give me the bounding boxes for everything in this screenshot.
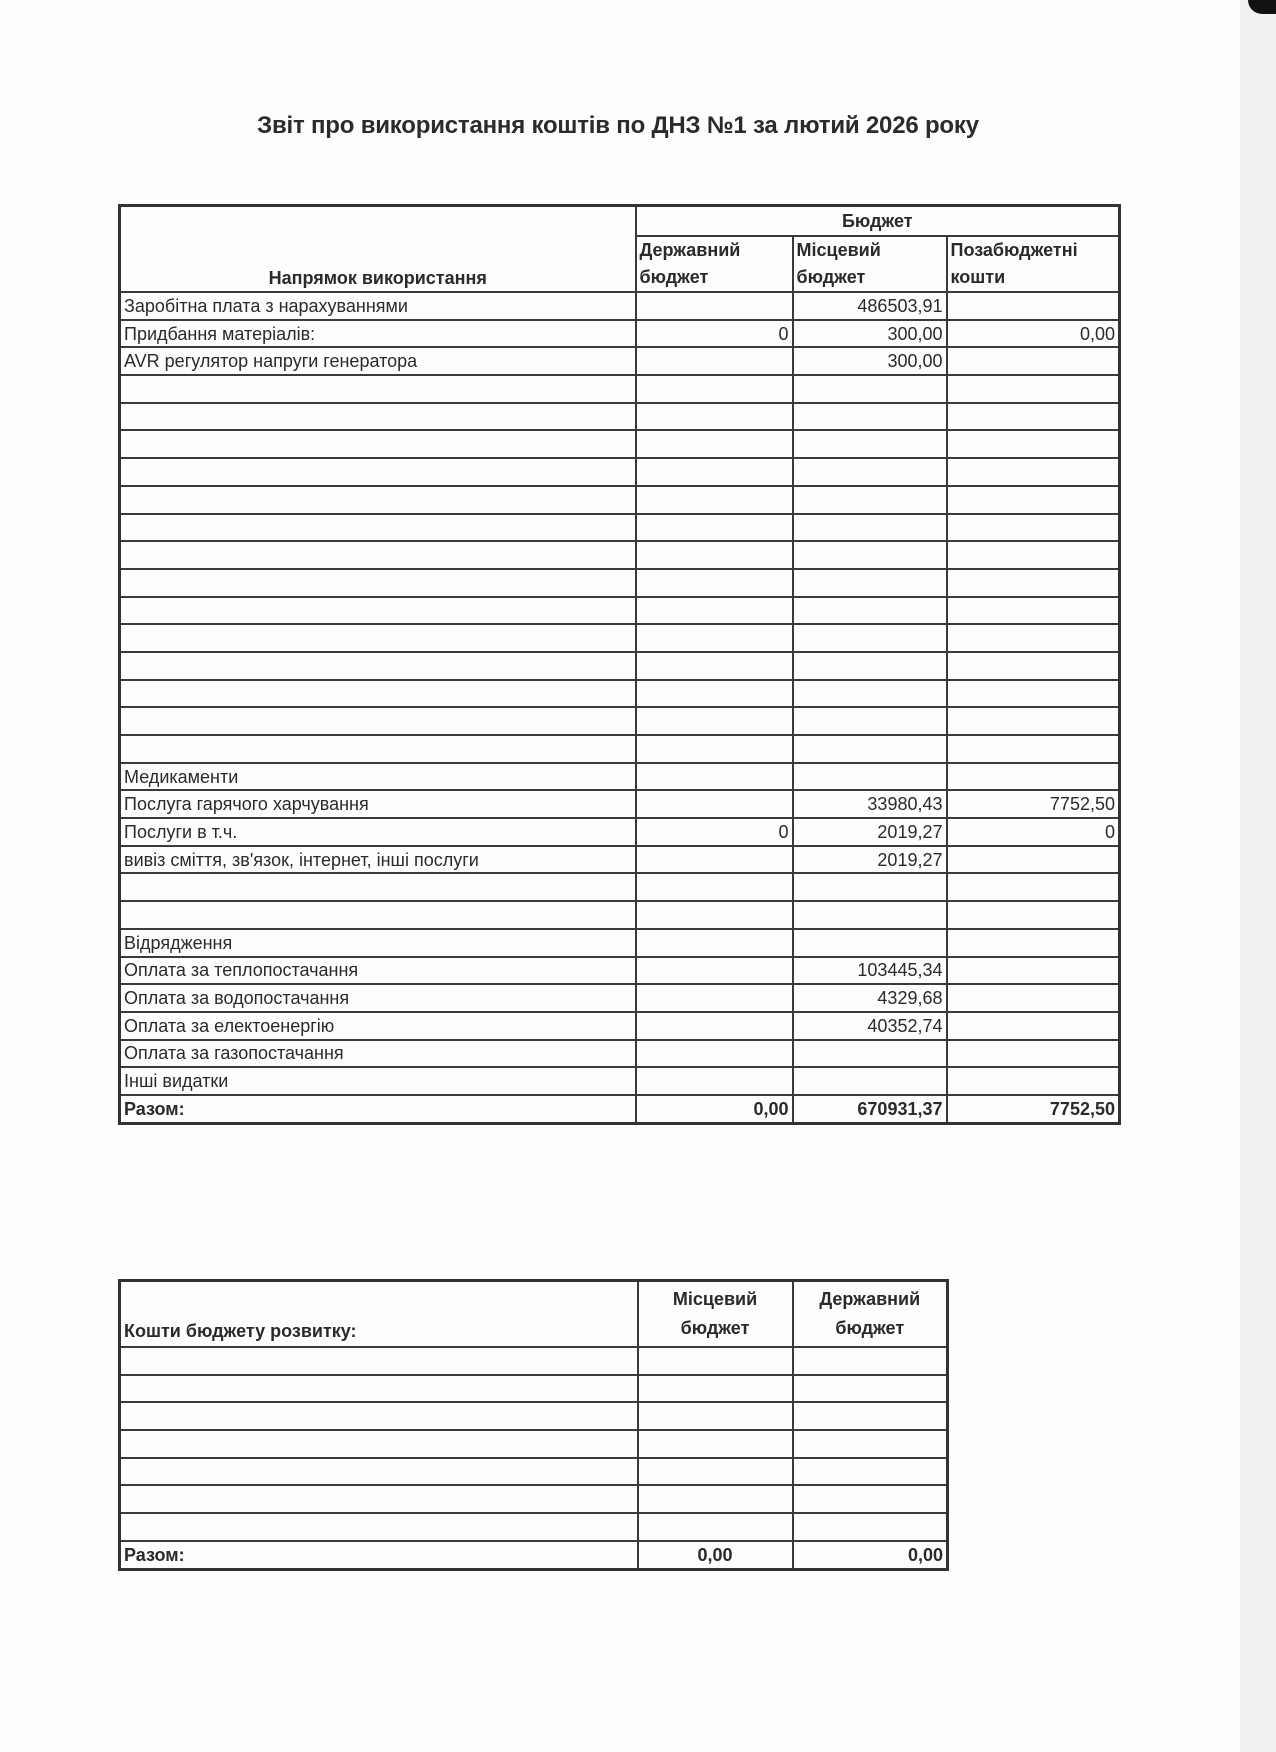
row-state-budget (636, 763, 793, 791)
row-label (120, 873, 636, 901)
total-state-budget: 0,00 (636, 1095, 793, 1123)
dev-row-state-budget (793, 1485, 948, 1513)
dev-row-label (120, 1513, 638, 1541)
table-row (120, 292, 1120, 320)
row-extra-budget (947, 347, 1120, 375)
row-label (120, 458, 636, 486)
row-local-budget (793, 486, 947, 514)
row-extra-budget (947, 735, 1120, 763)
row-local-budget (793, 873, 947, 901)
row-state-budget (636, 652, 793, 680)
dev-row-label (120, 1375, 638, 1403)
row-state-budget (636, 430, 793, 458)
row-local-budget (793, 929, 947, 957)
dev-row-local-budget (638, 1347, 793, 1375)
row-extra-budget (947, 1040, 1120, 1068)
table-row (120, 1040, 1120, 1068)
table-row (120, 929, 1120, 957)
table-row (120, 347, 1120, 375)
row-extra-budget (947, 375, 1120, 403)
table-row (120, 624, 1120, 652)
row-local-budget: 300,00 (793, 347, 947, 375)
dev-row-label (120, 1430, 638, 1458)
dev-total-local-budget: 0,00 (638, 1541, 793, 1569)
dev-row-local-budget (638, 1485, 793, 1513)
row-local-budget: 103445,34 (793, 957, 947, 985)
dev-row-local-budget (638, 1513, 793, 1541)
header-local-budget: Місцевий бюджет (793, 236, 947, 292)
row-extra-budget (947, 430, 1120, 458)
row-label (120, 680, 636, 708)
dev-row-local-budget (638, 1458, 793, 1486)
table-row (120, 680, 1120, 708)
total-label: Разом: (120, 1095, 636, 1123)
row-extra-budget (947, 652, 1120, 680)
row-state-budget (636, 929, 793, 957)
table-row (120, 1067, 1120, 1095)
dev-table-row (120, 1458, 948, 1486)
row-state-budget (636, 901, 793, 929)
row-label: Послуга гарячого харчування (120, 790, 636, 818)
row-label: Оплата за електоенергію (120, 1012, 636, 1040)
row-state-budget: 0 (636, 818, 793, 846)
header-state-budget: Державний бюджет (636, 236, 793, 292)
row-state-budget (636, 680, 793, 708)
row-state-budget (636, 541, 793, 569)
row-label (120, 707, 636, 735)
row-state-budget (636, 790, 793, 818)
table-row (120, 1012, 1120, 1040)
row-local-budget (793, 458, 947, 486)
row-label: Оплата за водопостачання (120, 984, 636, 1012)
row-state-budget (636, 873, 793, 901)
header-extra-budget: Позабюджетні кошти (947, 236, 1120, 292)
row-label (120, 569, 636, 597)
row-local-budget: 33980,43 (793, 790, 947, 818)
row-extra-budget (947, 763, 1120, 791)
row-state-budget (636, 957, 793, 985)
row-extra-budget (947, 292, 1120, 320)
row-state-budget (636, 1040, 793, 1068)
table-row (120, 735, 1120, 763)
total-row (120, 1095, 1120, 1123)
row-extra-budget (947, 957, 1120, 985)
total-local-budget: 670931,37 (793, 1095, 947, 1123)
total-extra-budget: 7752,50 (947, 1095, 1120, 1123)
row-state-budget (636, 846, 793, 874)
row-local-budget (793, 901, 947, 929)
row-local-budget (793, 624, 947, 652)
table-row (120, 514, 1120, 542)
dev-table-row (120, 1485, 948, 1513)
dev-table-row (120, 1513, 948, 1541)
row-local-budget (793, 707, 947, 735)
row-extra-budget (947, 569, 1120, 597)
dev-row-local-budget (638, 1375, 793, 1403)
row-extra-budget (947, 1012, 1120, 1040)
row-extra-budget: 0,00 (947, 320, 1120, 348)
row-local-budget: 4329,68 (793, 984, 947, 1012)
row-label: Послуги в т.ч. (120, 818, 636, 846)
dev-row-label (120, 1485, 638, 1513)
row-state-budget (636, 569, 793, 597)
row-extra-budget (947, 707, 1120, 735)
row-label: Придбання матеріалів: (120, 320, 636, 348)
table-row (120, 597, 1120, 625)
row-state-budget (636, 1012, 793, 1040)
dev-header-label: Кошти бюджету розвитку: (120, 1281, 638, 1348)
table-row (120, 430, 1120, 458)
row-local-budget: 2019,27 (793, 846, 947, 874)
row-state-budget (636, 1067, 793, 1095)
dev-header-local-budget: Місцевий бюджет (638, 1281, 793, 1348)
row-local-budget (793, 680, 947, 708)
row-local-budget: 486503,91 (793, 292, 947, 320)
row-state-budget (636, 486, 793, 514)
row-state-budget (636, 707, 793, 735)
row-label (120, 597, 636, 625)
dev-row-state-budget (793, 1375, 948, 1403)
row-extra-budget (947, 984, 1120, 1012)
row-state-budget (636, 514, 793, 542)
row-local-budget (793, 375, 947, 403)
row-local-budget: 40352,74 (793, 1012, 947, 1040)
header-budget: Бюджет (636, 206, 1120, 237)
row-label: Заробітна плата з нарахуваннями (120, 292, 636, 320)
row-extra-budget (947, 486, 1120, 514)
row-label (120, 901, 636, 929)
row-label: вивіз сміття, зв'язок, інтернет, інші послуги (120, 846, 636, 874)
header-direction: Напрямок використання (120, 206, 636, 293)
row-state-budget (636, 292, 793, 320)
development-budget-table (118, 1279, 949, 1571)
dev-table-row (120, 1402, 948, 1430)
row-label (120, 375, 636, 403)
table-row (120, 984, 1120, 1012)
row-extra-budget (947, 514, 1120, 542)
row-extra-budget (947, 929, 1120, 957)
row-extra-budget (947, 541, 1120, 569)
row-state-budget (636, 458, 793, 486)
table-row (120, 818, 1120, 846)
dev-row-label (120, 1458, 638, 1486)
table-row (120, 458, 1120, 486)
dev-row-state-budget (793, 1347, 948, 1375)
row-local-budget (793, 597, 947, 625)
row-label (120, 652, 636, 680)
dev-row-label (120, 1347, 638, 1375)
row-state-budget (636, 735, 793, 763)
row-extra-budget: 0 (947, 818, 1120, 846)
page-title: Звіт про використання коштів по ДНЗ №1 за лютий 2026 року (257, 112, 979, 139)
row-local-budget (793, 403, 947, 431)
dev-row-state-budget (793, 1513, 948, 1541)
row-label: Інші видатки (120, 1067, 636, 1095)
row-label (120, 403, 636, 431)
table-row (120, 486, 1120, 514)
dev-total-row (120, 1541, 948, 1569)
row-local-budget (793, 735, 947, 763)
row-label: Оплата за теплопостачання (120, 957, 636, 985)
row-extra-budget (947, 873, 1120, 901)
row-state-budget (636, 984, 793, 1012)
row-state-budget: 0 (636, 320, 793, 348)
row-state-budget (636, 403, 793, 431)
table-row (120, 652, 1120, 680)
row-extra-budget (947, 680, 1120, 708)
dev-row-local-budget (638, 1430, 793, 1458)
dev-header-row (120, 1281, 948, 1348)
row-extra-budget (947, 1067, 1120, 1095)
row-extra-budget (947, 458, 1120, 486)
table-row (120, 320, 1120, 348)
table-row (120, 569, 1120, 597)
row-extra-budget (947, 597, 1120, 625)
row-local-budget (793, 569, 947, 597)
expenditure-table (118, 204, 1121, 1125)
row-local-budget (793, 1067, 947, 1095)
row-label (120, 624, 636, 652)
row-label (120, 541, 636, 569)
dev-header-state-budget: Державний бюджет (793, 1281, 948, 1348)
row-local-budget (793, 541, 947, 569)
row-extra-budget: 7752,50 (947, 790, 1120, 818)
row-local-budget: 300,00 (793, 320, 947, 348)
table-row (120, 707, 1120, 735)
row-local-budget: 2019,27 (793, 818, 947, 846)
table-row (120, 846, 1120, 874)
row-state-budget (636, 624, 793, 652)
dev-table-row (120, 1430, 948, 1458)
row-extra-budget (947, 624, 1120, 652)
row-local-budget (793, 430, 947, 458)
table-row (120, 957, 1120, 985)
row-extra-budget (947, 403, 1120, 431)
row-local-budget (793, 514, 947, 542)
dev-row-state-budget (793, 1458, 948, 1486)
row-label: Відрядження (120, 929, 636, 957)
row-label: AVR регулятор напруги генератора (120, 347, 636, 375)
header-row-1 (120, 206, 1120, 237)
dev-table-row (120, 1375, 948, 1403)
row-local-budget (793, 763, 947, 791)
table-row (120, 790, 1120, 818)
row-label (120, 486, 636, 514)
table-row (120, 541, 1120, 569)
table-row (120, 375, 1120, 403)
table-row (120, 873, 1120, 901)
row-label: Медикаменти (120, 763, 636, 791)
row-label: Оплата за газопостачання (120, 1040, 636, 1068)
table-row (120, 901, 1120, 929)
dev-row-label (120, 1402, 638, 1430)
dev-row-state-budget (793, 1402, 948, 1430)
row-label (120, 735, 636, 763)
dev-total-label: Разом: (120, 1541, 638, 1569)
row-label (120, 430, 636, 458)
row-local-budget (793, 1040, 947, 1068)
row-label (120, 514, 636, 542)
row-extra-budget (947, 846, 1120, 874)
table-row (120, 403, 1120, 431)
dev-total-state-budget: 0,00 (793, 1541, 948, 1569)
dev-row-state-budget (793, 1430, 948, 1458)
row-state-budget (636, 347, 793, 375)
dev-row-local-budget (638, 1402, 793, 1430)
dev-table-row (120, 1347, 948, 1375)
row-state-budget (636, 375, 793, 403)
row-state-budget (636, 597, 793, 625)
table-row (120, 763, 1120, 791)
scan-edge (1240, 0, 1276, 1752)
row-extra-budget (947, 901, 1120, 929)
row-local-budget (793, 652, 947, 680)
